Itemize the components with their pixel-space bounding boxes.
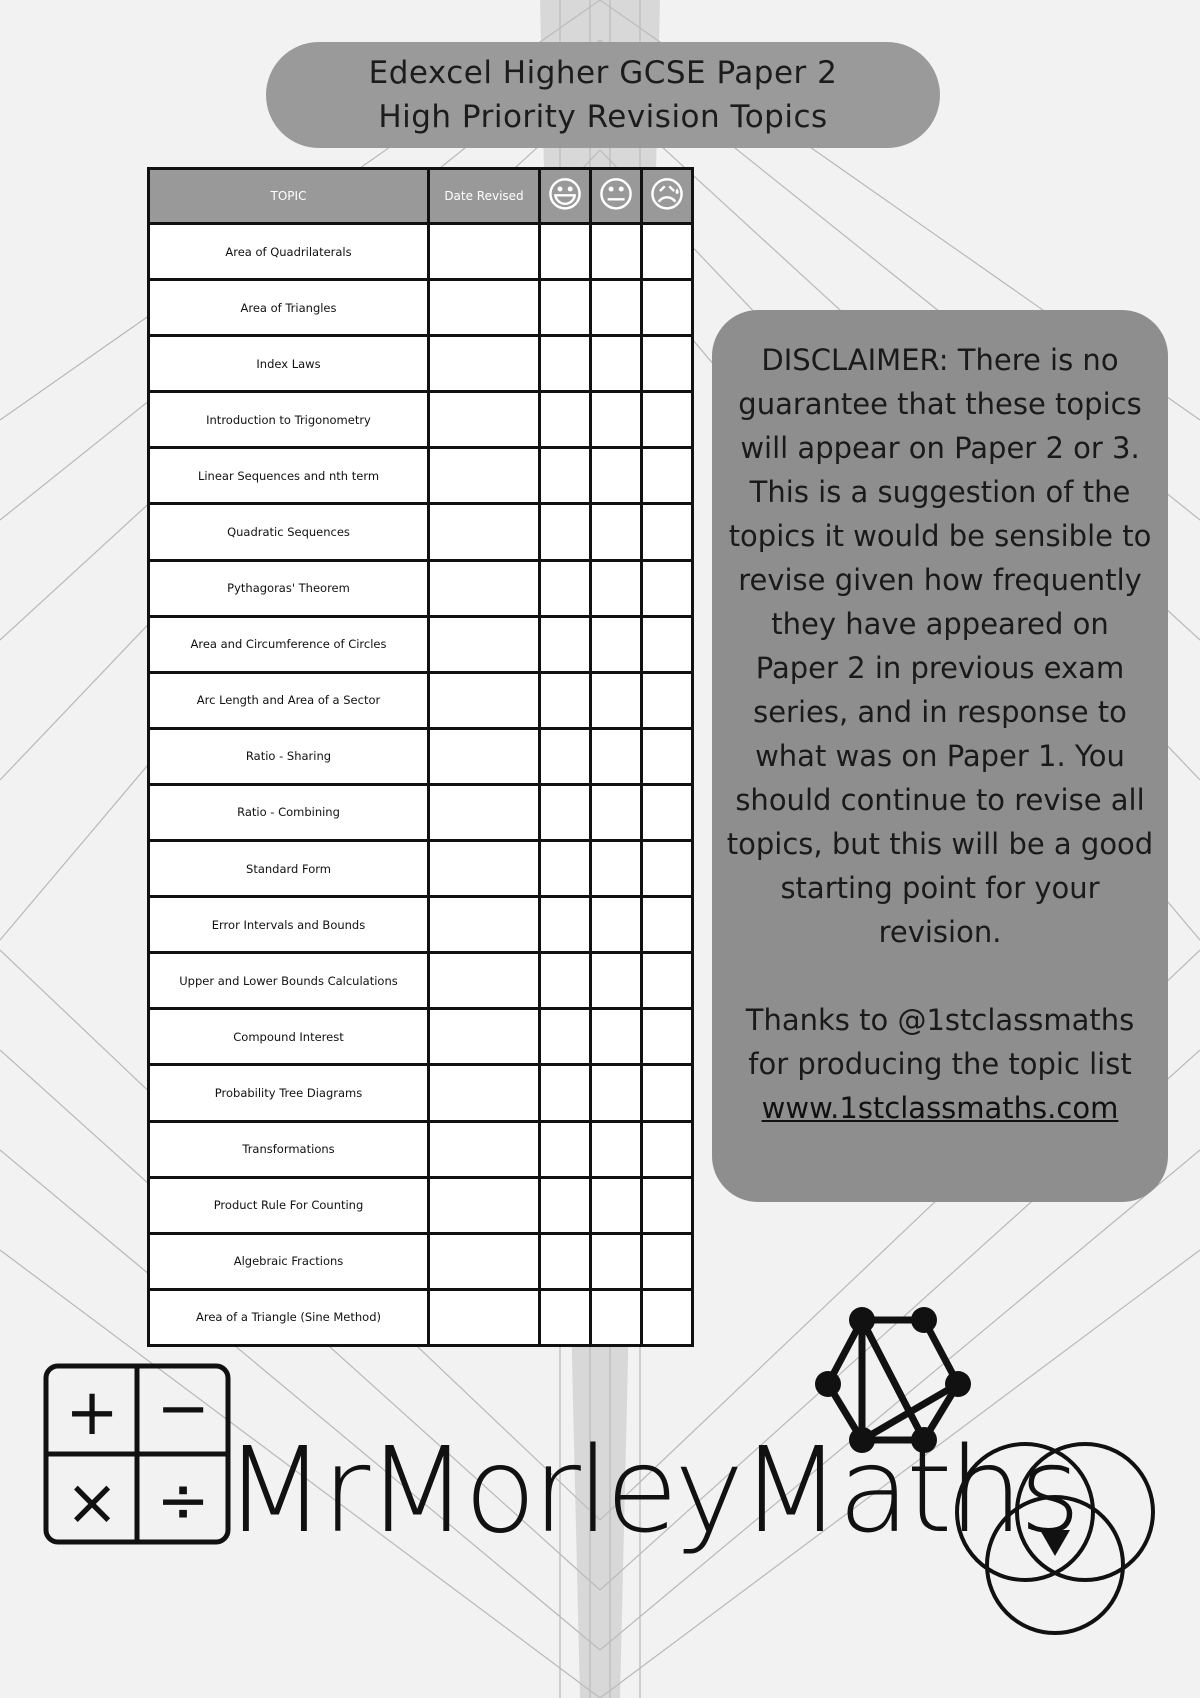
header-neutral-face — [591, 169, 642, 224]
topic-cell: Introduction to Trigonometry — [149, 392, 429, 448]
table-row — [149, 1009, 693, 1065]
sad-rating-cell[interactable] — [642, 841, 693, 897]
topic-cell: Ratio - Sharing — [149, 728, 429, 784]
sad-rating-cell[interactable] — [642, 784, 693, 840]
date-revised-cell[interactable] — [429, 1065, 540, 1121]
topic-cell: Area of Quadrilaterals — [149, 224, 429, 280]
happy-rating-cell[interactable] — [540, 1065, 591, 1121]
table-row — [149, 504, 693, 560]
sad-rating-cell[interactable] — [642, 897, 693, 953]
table-row — [149, 1121, 693, 1177]
sad-rating-cell[interactable] — [642, 1065, 693, 1121]
date-revised-cell[interactable] — [429, 224, 540, 280]
sad-rating-cell[interactable] — [642, 560, 693, 616]
neutral-rating-cell[interactable] — [591, 897, 642, 953]
disclaimer-text: DISCLAIMER: There is no guarantee that these topics will appear on Paper 2 or 3. This is a suggestion of the topics it would be sensible to revise given how frequently they have appeared on Paper 2 in previous exam series, and in response to what was on Paper 1. You should continue to revise all topics, but this will be a good starting point for your revision. — [726, 343, 1154, 949]
disclaimer-content — [726, 338, 1154, 1130]
minus-symbol: − — [156, 1372, 210, 1446]
table-row — [149, 1233, 693, 1289]
date-revised-cell[interactable] — [429, 448, 540, 504]
topic-cell: Transformations — [149, 1121, 429, 1177]
divide-symbol: ÷ — [156, 1464, 210, 1538]
happy-rating-cell[interactable] — [540, 1177, 591, 1233]
table-body — [149, 224, 693, 1346]
neutral-rating-cell[interactable] — [591, 1065, 642, 1121]
date-revised-cell[interactable] — [429, 616, 540, 672]
happy-face-icon: 😃 — [546, 175, 584, 216]
topic-cell: Quadratic Sequences — [149, 504, 429, 560]
neutral-rating-cell[interactable] — [591, 1233, 642, 1289]
date-revised-cell[interactable] — [429, 1009, 540, 1065]
topic-cell: Upper and Lower Bounds Calculations — [149, 953, 429, 1009]
happy-rating-cell[interactable] — [540, 224, 591, 280]
happy-rating-cell[interactable] — [540, 280, 591, 336]
table-row — [149, 1177, 693, 1233]
topic-cell: Compound Interest — [149, 1009, 429, 1065]
topic-cell: Area of Triangles — [149, 280, 429, 336]
brand-wordmark: MrMorleyMaths — [224, 1421, 1077, 1559]
happy-rating-cell[interactable] — [540, 1233, 591, 1289]
topic-cell: Product Rule For Counting — [149, 1177, 429, 1233]
topic-cell: Pythagoras' Theorem — [149, 560, 429, 616]
topic-cell: Linear Sequences and nth term — [149, 448, 429, 504]
sad-face-icon: 😥 — [648, 175, 686, 216]
sad-rating-cell[interactable] — [642, 1177, 693, 1233]
happy-rating-cell[interactable] — [540, 1009, 591, 1065]
neutral-rating-cell[interactable] — [591, 392, 642, 448]
neutral-rating-cell[interactable] — [591, 280, 642, 336]
website-link[interactable]: www.1stclassmaths.com — [761, 1091, 1119, 1125]
table-row — [149, 953, 693, 1009]
date-revised-cell[interactable] — [429, 336, 540, 392]
sad-rating-cell[interactable] — [642, 1233, 693, 1289]
title-line-2: High Priority Revision Topics — [378, 99, 828, 135]
header-topic: TOPIC — [149, 169, 429, 224]
date-revised-cell[interactable] — [429, 280, 540, 336]
topic-cell: Algebraic Fractions — [149, 1233, 429, 1289]
happy-rating-cell[interactable] — [540, 504, 591, 560]
disclaimer-panel — [712, 310, 1168, 1202]
topic-cell: Area and Circumference of Circles — [149, 616, 429, 672]
sad-rating-cell[interactable] — [642, 392, 693, 448]
happy-rating-cell[interactable] — [540, 784, 591, 840]
table-row — [149, 841, 693, 897]
neutral-rating-cell[interactable] — [591, 728, 642, 784]
date-revised-cell[interactable] — [429, 728, 540, 784]
table-header-row — [149, 169, 693, 224]
neutral-rating-cell[interactable] — [591, 1009, 642, 1065]
date-revised-cell[interactable] — [429, 1177, 540, 1233]
table-row — [149, 1065, 693, 1121]
title-banner — [266, 42, 940, 148]
neutral-rating-cell[interactable] — [591, 784, 642, 840]
sad-rating-cell[interactable] — [642, 672, 693, 728]
date-revised-cell[interactable] — [429, 504, 540, 560]
happy-rating-cell[interactable] — [540, 616, 591, 672]
topic-table — [147, 167, 694, 1347]
table-row — [149, 392, 693, 448]
header-happy-face — [540, 169, 591, 224]
date-revised-cell[interactable] — [429, 560, 540, 616]
table-row — [149, 560, 693, 616]
table-row — [149, 616, 693, 672]
neutral-rating-cell[interactable] — [591, 224, 642, 280]
happy-rating-cell[interactable] — [540, 841, 591, 897]
date-revised-cell[interactable] — [429, 672, 540, 728]
topic-cell: Index Laws — [149, 336, 429, 392]
sad-rating-cell[interactable] — [642, 1009, 693, 1065]
happy-rating-cell[interactable] — [540, 336, 591, 392]
table-row — [149, 784, 693, 840]
sad-rating-cell[interactable] — [642, 336, 693, 392]
date-revised-cell[interactable] — [429, 1121, 540, 1177]
times-symbol: × — [65, 1466, 119, 1540]
table-row — [149, 728, 693, 784]
table-row — [149, 897, 693, 953]
happy-rating-cell[interactable] — [540, 448, 591, 504]
neutral-rating-cell[interactable] — [591, 560, 642, 616]
plus-symbol: + — [65, 1376, 119, 1450]
header-date-revised: Date Revised — [429, 169, 540, 224]
neutral-rating-cell[interactable] — [591, 841, 642, 897]
sad-rating-cell[interactable] — [642, 224, 693, 280]
sad-rating-cell[interactable] — [642, 280, 693, 336]
neutral-rating-cell[interactable] — [591, 336, 642, 392]
happy-rating-cell[interactable] — [540, 1121, 591, 1177]
happy-rating-cell[interactable] — [540, 728, 591, 784]
sad-rating-cell[interactable] — [642, 448, 693, 504]
date-revised-cell[interactable] — [429, 784, 540, 840]
thanks-text: Thanks to @1stclassmaths for producing the topic list — [745, 1003, 1135, 1081]
topic-cell: Arc Length and Area of a Sector — [149, 672, 429, 728]
happy-rating-cell[interactable] — [540, 897, 591, 953]
happy-rating-cell[interactable] — [540, 392, 591, 448]
topic-cell: Area of a Triangle (Sine Method) — [149, 1289, 429, 1345]
table-row — [149, 672, 693, 728]
table-row — [149, 224, 693, 280]
topic-cell: Ratio - Combining — [149, 784, 429, 840]
topic-cell: Error Intervals and Bounds — [149, 897, 429, 953]
topic-cell: Probability Tree Diagrams — [149, 1065, 429, 1121]
neutral-rating-cell[interactable] — [591, 1177, 642, 1233]
date-revised-cell[interactable] — [429, 392, 540, 448]
sad-rating-cell[interactable] — [642, 616, 693, 672]
sad-rating-cell[interactable] — [642, 1121, 693, 1177]
date-revised-cell[interactable] — [429, 841, 540, 897]
sad-rating-cell[interactable] — [642, 504, 693, 560]
happy-rating-cell[interactable] — [540, 560, 591, 616]
neutral-rating-cell[interactable] — [591, 504, 642, 560]
happy-rating-cell[interactable] — [540, 953, 591, 1009]
sad-rating-cell[interactable] — [642, 728, 693, 784]
table-row — [149, 448, 693, 504]
title-line-1: Edexcel Higher GCSE Paper 2 — [368, 55, 838, 91]
header-sad-face — [642, 169, 693, 224]
neutral-face-icon: 😐 — [597, 175, 635, 216]
neutral-rating-cell[interactable] — [591, 672, 642, 728]
happy-rating-cell[interactable] — [540, 672, 591, 728]
neutral-rating-cell[interactable] — [591, 448, 642, 504]
topic-cell: Standard Form — [149, 841, 429, 897]
neutral-rating-cell[interactable] — [591, 953, 642, 1009]
neutral-rating-cell[interactable] — [591, 616, 642, 672]
table-row — [149, 280, 693, 336]
date-revised-cell[interactable] — [429, 897, 540, 953]
date-revised-cell[interactable] — [429, 953, 540, 1009]
neutral-rating-cell[interactable] — [591, 1121, 642, 1177]
sad-rating-cell[interactable] — [642, 953, 693, 1009]
date-revised-cell[interactable] — [429, 1233, 540, 1289]
table-row — [149, 336, 693, 392]
